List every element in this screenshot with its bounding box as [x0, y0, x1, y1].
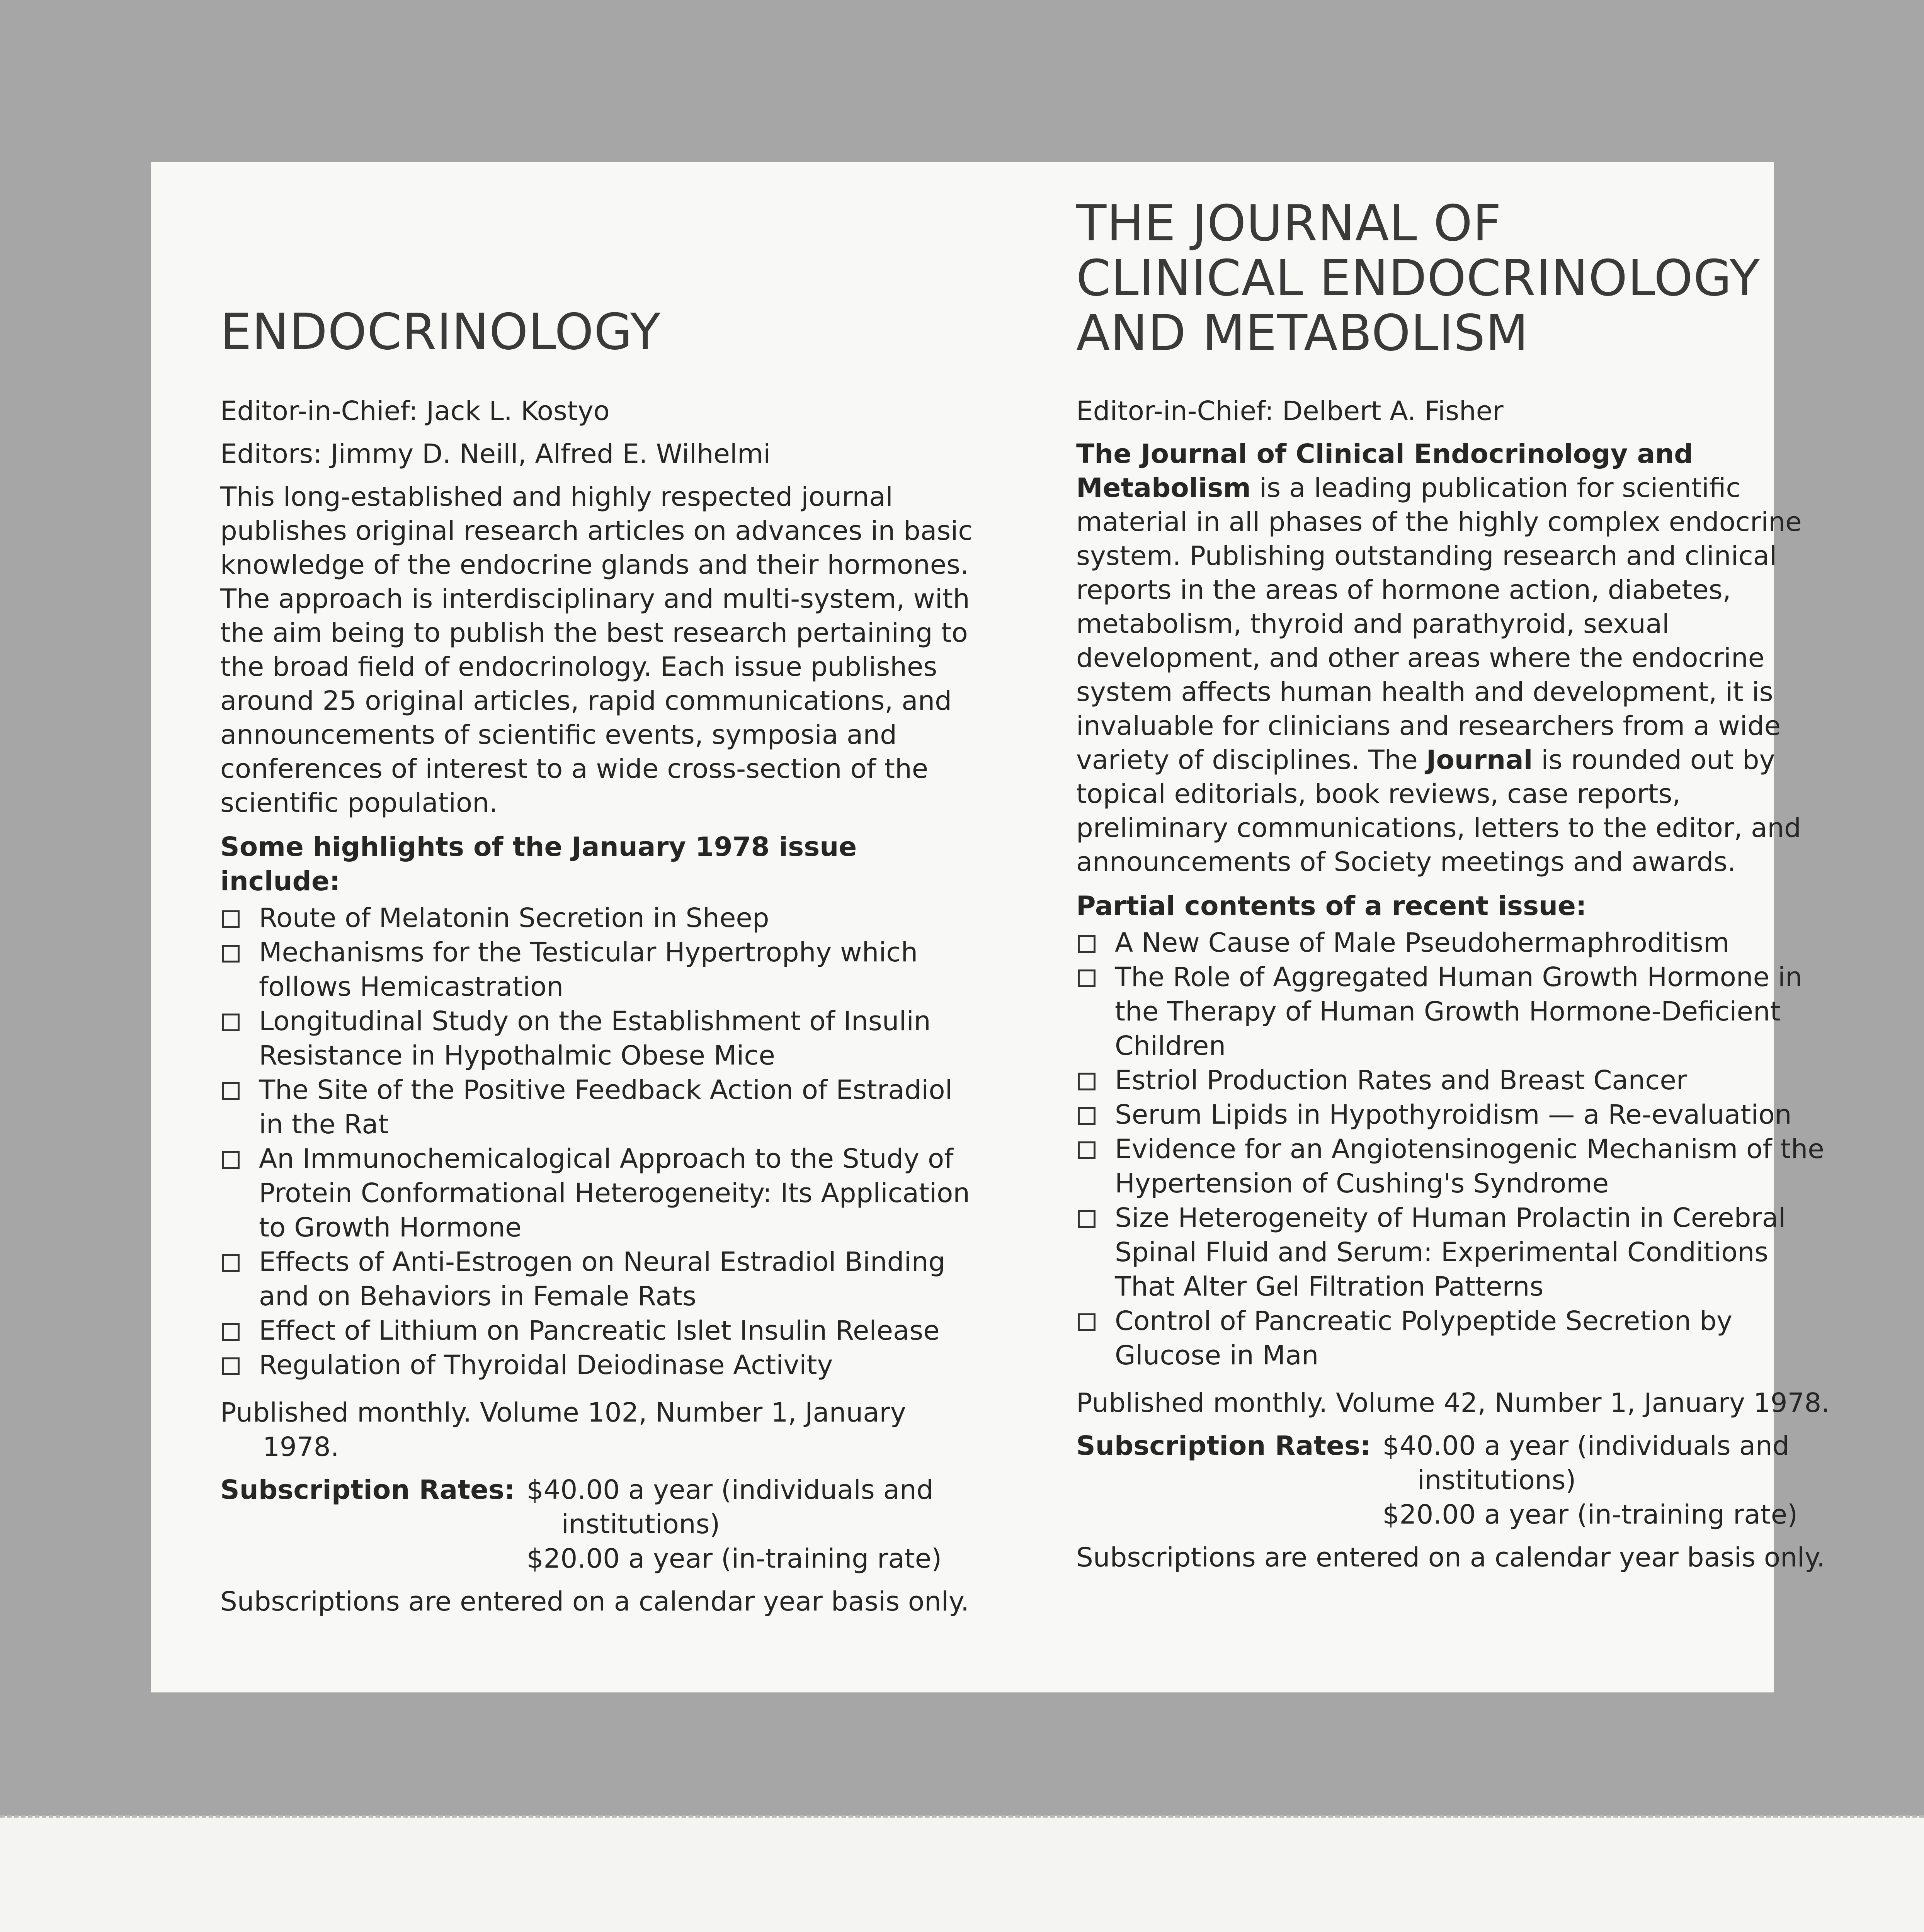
checkbox[interactable]: [1078, 935, 1096, 953]
list-item-text: Mechanisms for the Testicular Hypertrophy which follows Hemicastration: [259, 937, 918, 1002]
list-item: [220, 1348, 974, 1383]
checkbox[interactable]: [1078, 1313, 1096, 1331]
checkbox[interactable]: [222, 1254, 240, 1272]
checkbox[interactable]: [1078, 1141, 1096, 1159]
jcem-body: [1076, 394, 1834, 1583]
subscription-rates: [1076, 1429, 1834, 1532]
list-item-text: Longitudinal Study on the Establishment of Insulin Resistance in Hypothalmic Obese Mice: [259, 1006, 931, 1071]
list-item: [1076, 1201, 1834, 1304]
list-item-text: A New Cause of Male Pseudohermaphroditism: [1115, 927, 1730, 958]
list-item-text: Estriol Production Rates and Breast Cancer: [1115, 1065, 1688, 1096]
contents-list: [1076, 926, 1834, 1373]
jcem-title-line: AND METABOLISM: [1076, 304, 1529, 362]
editor-in-chief: Editor-in-Chief: Delbert A. Fisher: [1076, 396, 1504, 427]
list-item-text: Serum Lipids in Hypothyroidism — a Re-evaluation: [1115, 1099, 1792, 1130]
subscription-rates: [220, 1473, 974, 1576]
list-item: [1076, 1098, 1834, 1132]
list-item-text: Effect of Lithium on Pancreatic Islet Insulin Release: [259, 1315, 940, 1346]
subscription-lines: [527, 1473, 974, 1576]
list-item-text: Regulation of Thyroidal Deiodinase Activity: [259, 1350, 833, 1381]
list-item-text: The Site of the Positive Feedback Action of Estradiol in the Rat: [259, 1075, 953, 1140]
list-item: [220, 935, 974, 1004]
list-item: [220, 1314, 974, 1348]
jcem-title-line: THE JOURNAL OF: [1076, 195, 1502, 252]
journal-description: [1076, 437, 1834, 879]
rate-individual-cont: institutions): [561, 1509, 720, 1540]
list-item: [220, 1142, 974, 1245]
list-item: [220, 1004, 974, 1073]
editor-in-chief: Editor-in-Chief: Jack L. Kostyo: [220, 396, 610, 427]
subscription-lines: [1383, 1429, 1834, 1532]
endocrinology-body: [220, 394, 974, 1628]
list-item-text: An Immunochemicalogical Approach to the Study of Protein Conformational Heterogeneity: Its Application to Growth Hormone: [259, 1143, 970, 1243]
list-item-text: Evidence for an Angiotensinogenic Mechanism of the Hypertension of Cushing's Syndrome: [1115, 1134, 1824, 1199]
calendar-note: Subscriptions are entered on a calendar year basis only.: [1076, 1542, 1825, 1573]
list-item-text: Size Heterogeneity of Human Prolactin in Cerebral Spinal Fluid and Serum: Experimental Conditions That Alter Gel Filtration Patterns: [1115, 1202, 1786, 1302]
list-item: [220, 901, 974, 935]
subscription-label: Subscription Rates:: [1076, 1430, 1371, 1461]
checkbox[interactable]: [222, 1357, 240, 1375]
list-item-text: Effects of Anti-Estrogen on Neural Estradiol Binding and on Behaviors in Female Rats: [259, 1247, 946, 1312]
checkbox[interactable]: [222, 945, 240, 963]
rate-individual-cont: institutions): [1417, 1465, 1576, 1496]
journal-description: This long-established and highly respected journal publishes original research articles on advances in basic knowledge of the endocrine glands and their hormones. The approach is interdisciplinary and multi-system, with the aim being to publish the best research pertaining to the broad field of endocrinology. Each issue publishes around 25 original articles, rapid communications, and announcements of scientific events, symposia and conferences of interest to a wide cross-section of the scientific population.: [220, 481, 973, 818]
list-item: [220, 1073, 974, 1142]
description-text: is a leading publication for scientific material in all phases of the highly complex endocrine system. Publishing outstanding research and clinical reports in the areas of hormone action, diabetes, metabolism, thyroid and parathyroid, sexual development, and other areas where the endocrine system affects human health and development, it is invaluable for clinicians and researchers from a wide variety of disciplines. The: [1076, 473, 1802, 776]
journal-name: The Journal of Clinical Endocrinology and Metabolism: [1076, 439, 1693, 503]
highlights-list: [220, 901, 974, 1383]
fold-line: [0, 1815, 1924, 1818]
publication-info: Published monthly. Volume 42, Number 1, January 1978.: [1076, 1388, 1830, 1418]
jcem-title: [1076, 196, 1760, 361]
list-item: [220, 1245, 974, 1314]
subscription-label: Subscription Rates:: [220, 1475, 515, 1505]
list-item: [1076, 960, 1834, 1063]
rate-individual: $40.00 a year (individuals and: [526, 1475, 934, 1505]
checkbox[interactable]: [222, 1151, 240, 1169]
endocrinology-title: ENDOCRINOLOGY: [220, 303, 661, 361]
checkbox[interactable]: [1078, 1107, 1096, 1125]
editors: Editors: Jimmy D. Neill, Alfred E. Wilhelmi: [220, 439, 771, 469]
checkbox[interactable]: [1078, 1210, 1096, 1228]
list-item: [1076, 1063, 1834, 1098]
checkbox[interactable]: [1078, 969, 1096, 987]
list-item: [1076, 926, 1834, 960]
list-item: [1076, 1304, 1834, 1373]
list-item-text: Route of Melatonin Secretion in Sheep: [259, 903, 769, 934]
checkbox[interactable]: [222, 910, 240, 928]
rate-individual: $40.00 a year (individuals and: [1382, 1430, 1790, 1461]
list-item-text: Control of Pancreatic Polypeptide Secretion by Glucose in Man: [1115, 1306, 1732, 1371]
checkbox[interactable]: [222, 1014, 240, 1031]
contents-heading: Partial contents of a recent issue:: [1076, 891, 1587, 922]
rate-training: $20.00 a year (in-training rate): [1382, 1499, 1798, 1530]
checkbox[interactable]: [222, 1082, 240, 1100]
journal-short-name: Journal: [1426, 745, 1533, 776]
calendar-note: Subscriptions are entered on a calendar year basis only.: [220, 1586, 969, 1617]
description-text: is rounded out by topical editorials, book reviews, case reports, preliminary communications, letters to the editor, and announcements of Society meetings and awards.: [1076, 745, 1801, 878]
highlights-heading: Some highlights of the January 1978 issue include:: [220, 832, 857, 897]
checkbox[interactable]: [1078, 1073, 1096, 1090]
checkbox[interactable]: [222, 1323, 240, 1341]
list-item-text: The Role of Aggregated Human Growth Hormone in the Therapy of Human Growth Hormone-Deficient Children: [1115, 962, 1802, 1061]
list-item: [1076, 1132, 1834, 1201]
publication-info: Published monthly. Volume 102, Number 1, January 1978.: [220, 1397, 906, 1463]
jcem-title-line: CLINICAL ENDOCRINOLOGY: [1076, 250, 1760, 307]
brochure-panel: [151, 162, 1830, 1692]
rate-training: $20.00 a year (in-training rate): [526, 1543, 942, 1574]
